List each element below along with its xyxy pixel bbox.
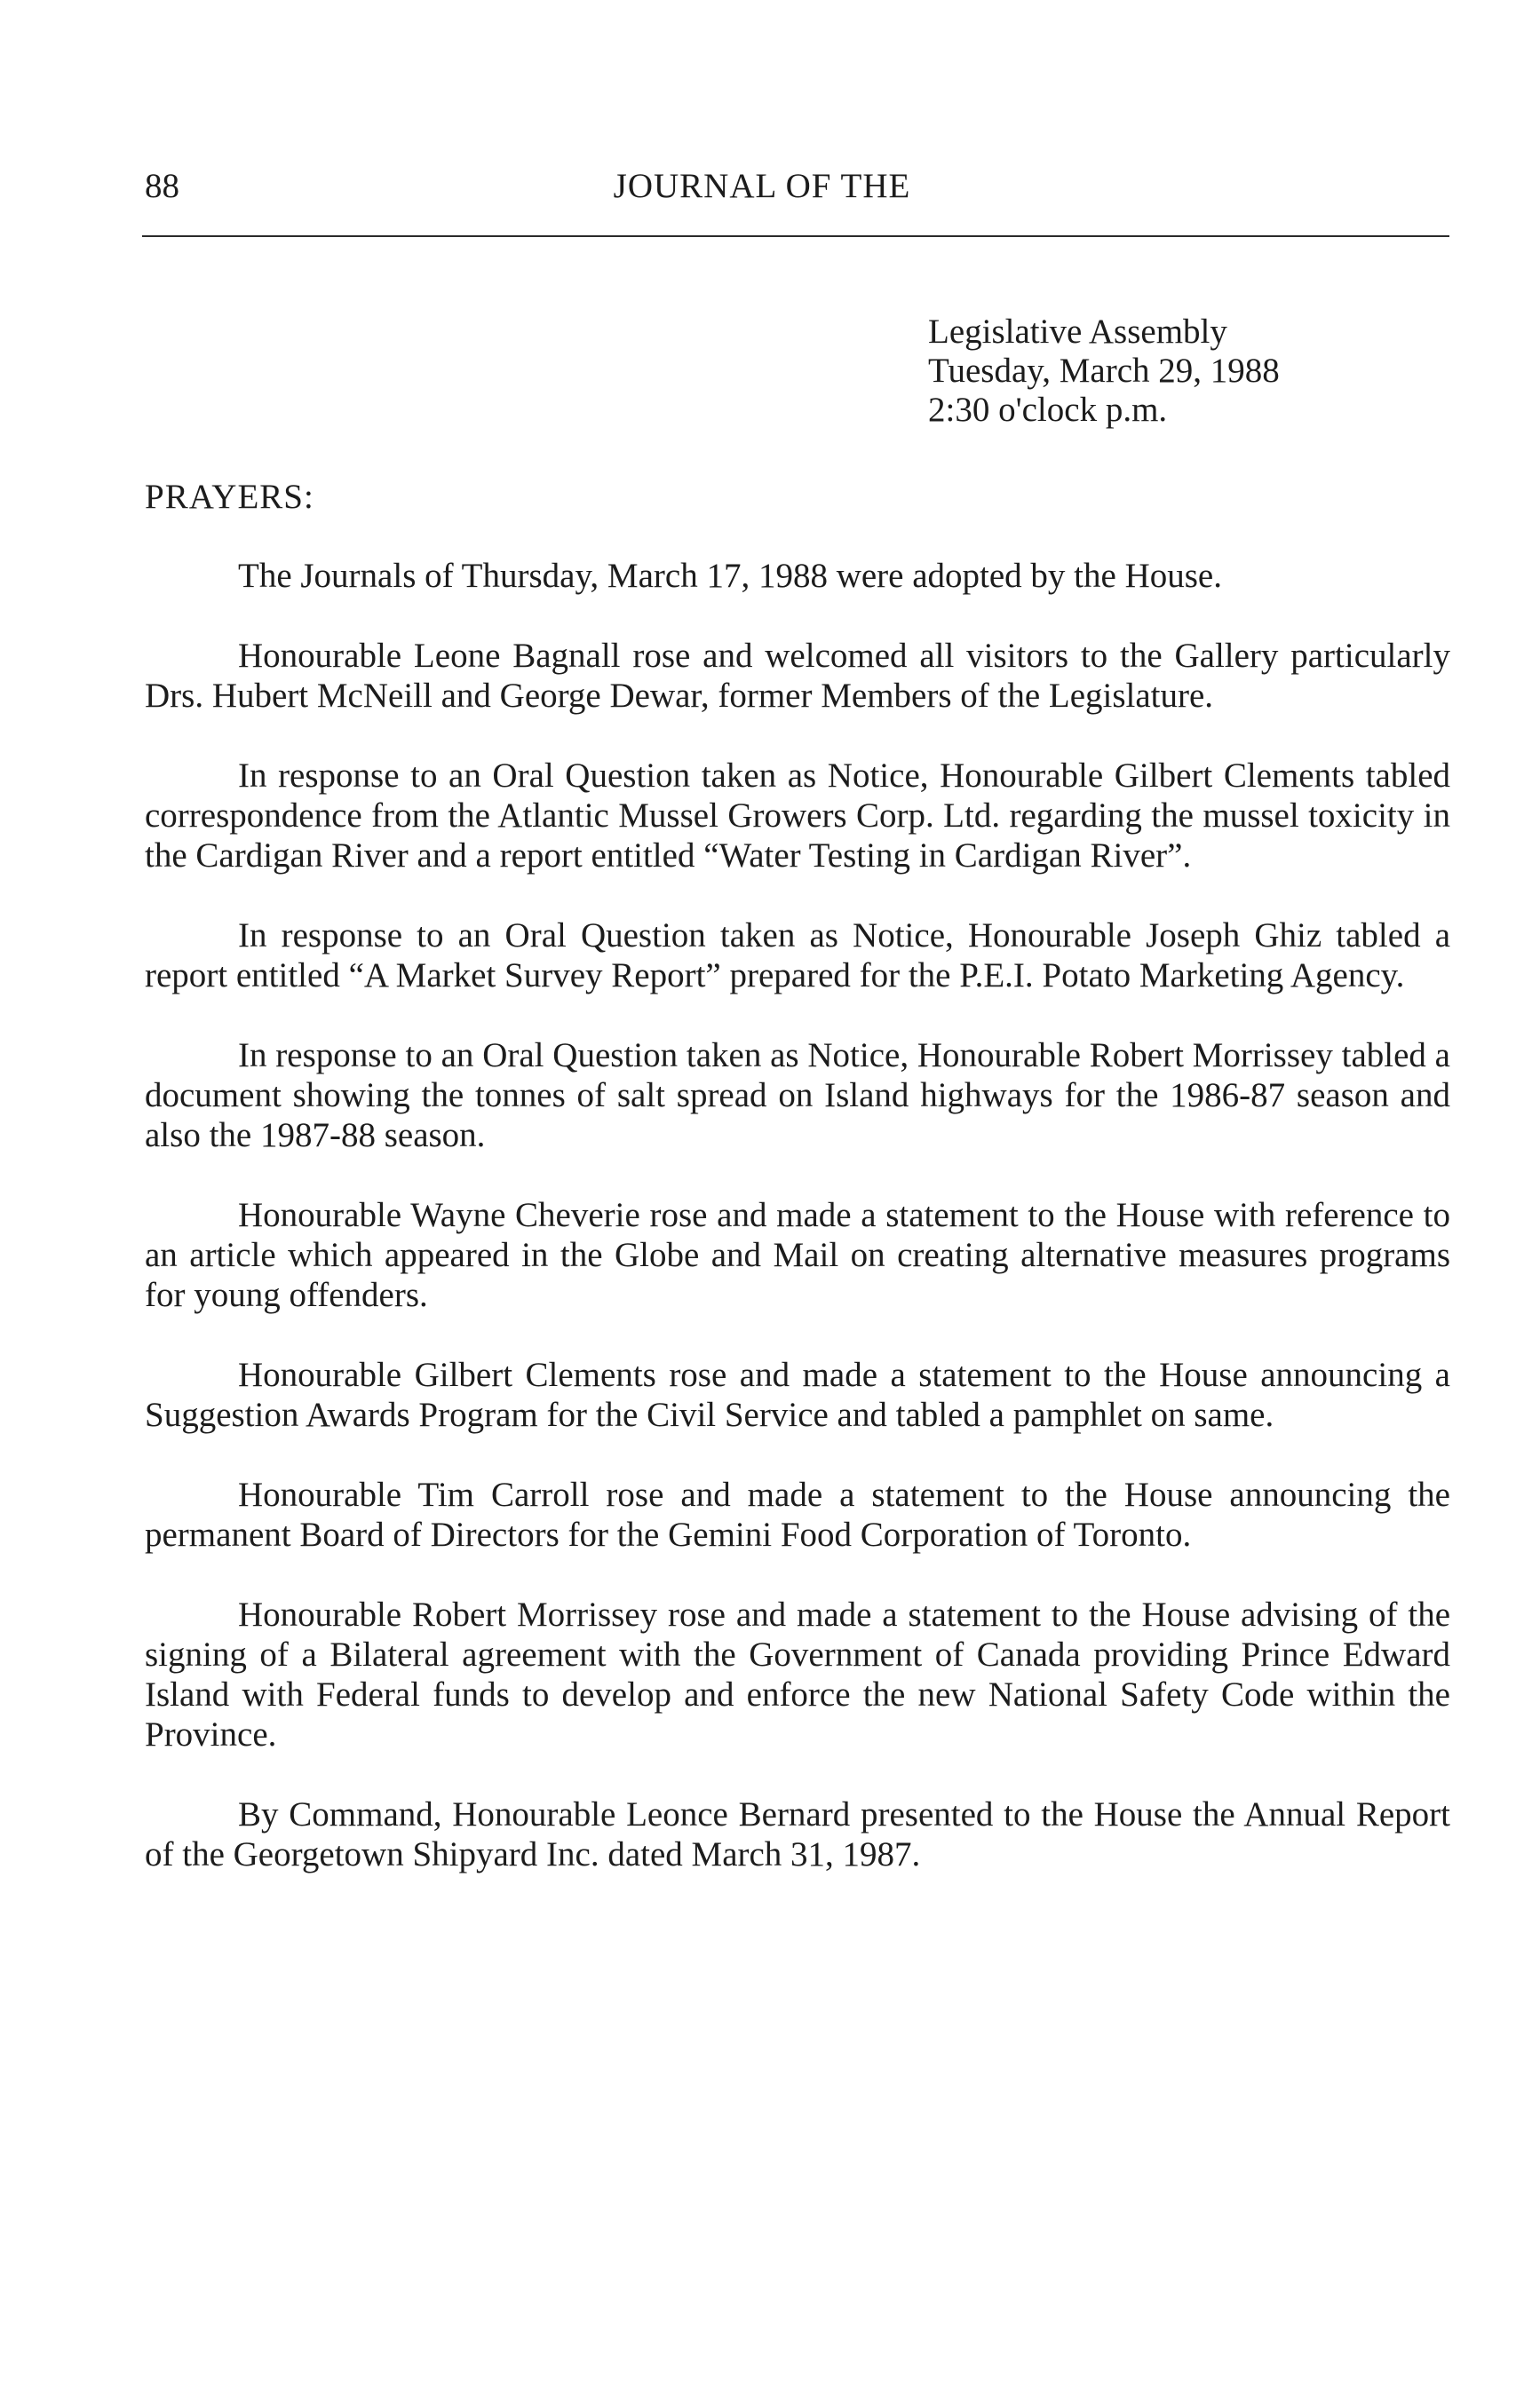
journal-entry: Honourable Robert Morrissey rose and made a statement to the House advising of the signing of a Bilateral agreement with the Government of Canada providing Prince Edward Island with Federal funds to develop and enforce the new National Safety Code within the Province. <box>145 1596 1450 1754</box>
sitting-date: Tuesday, March 29, 1988 <box>928 352 1280 390</box>
header-rule <box>142 235 1449 237</box>
running-title: JOURNAL OF THE <box>613 167 911 205</box>
journal-entry: By Command, Honourable Leonce Bernard presented to the House the Annual Report of the Georgetown Shipyard Inc. dated March 31, 1987. <box>145 1795 1450 1873</box>
sitting-details <box>928 313 1280 430</box>
journal-entry: Honourable Tim Carroll rose and made a statement to the House announcing the permanent Board of Directors for the Gemini Food Corporation of Toronto. <box>145 1476 1450 1554</box>
prayers-heading: PRAYERS: <box>145 478 314 516</box>
sitting-time: 2:30 o'clock p.m. <box>928 391 1168 429</box>
journal-entries <box>145 556 1450 1914</box>
journal-entry: In response to an Oral Question taken as Notice, Honourable Robert Morrissey tabled a document showing the tonnes of salt spread on Island highways for the 1986-87 season and also the 1987-88 season. <box>145 1036 1450 1154</box>
page-number: 88 <box>145 167 179 205</box>
journal-entry: Honourable Gilbert Clements rose and made a statement to the House announcing a Suggestion Awards Program for the Civil Service and tabled a pamphlet on same. <box>145 1356 1450 1434</box>
journal-entry: The Journals of Thursday, March 17, 1988 were adopted by the House. <box>238 557 1222 595</box>
journal-entry: Honourable Leone Bagnall rose and welcomed all visitors to the Gallery particularly Drs. Hubert McNeill and George Dewar, former Members of the Legislature. <box>145 637 1450 715</box>
journal-entry: In response to an Oral Question taken as Notice, Honourable Joseph Ghiz tabled a report entitled “A Market Survey Report” prepared for the P.E.I. Potato Marketing Agency. <box>145 916 1450 994</box>
journal-entry: In response to an Oral Question taken as Notice, Honourable Gilbert Clements tabled correspondence from the Atlantic Mussel Growers Corp. Ltd. regarding the mussel toxicity in the Cardigan River and a report entitled “Water Testing in Cardigan River”. <box>145 756 1450 875</box>
sitting-body: Legislative Assembly <box>928 313 1227 351</box>
journal-entry: Honourable Wayne Cheverie rose and made a statement to the House with reference to an article which appeared in the Globe and Mail on creating alternative measures programs for young offenders. <box>145 1196 1450 1314</box>
